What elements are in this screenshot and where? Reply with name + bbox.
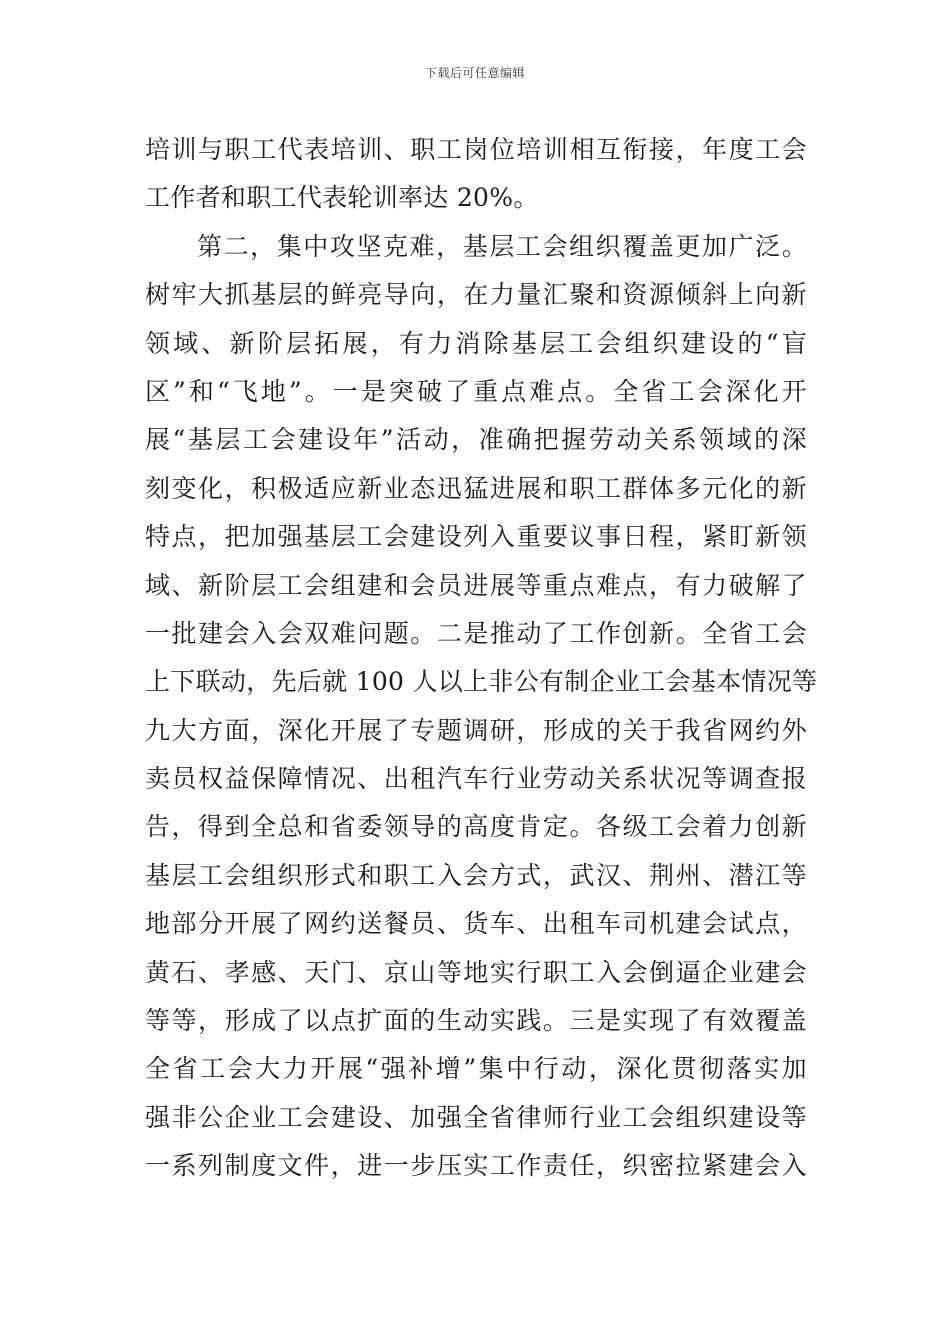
body-text [145, 126, 818, 1191]
paragraph-first-line: 第二，集中攻坚克难，基层工会组织覆盖更加广泛。 [197, 231, 807, 261]
text-line: 领域、新阶层拓展，有力消除基层工会组织建设的“盲 [145, 328, 807, 358]
text-line: 全省工会大力开展“强补增”集中行动，深化贯彻落实加 [145, 1054, 807, 1084]
text-line: 展“基层工会建设年”活动，准确把握劳动关系领域的深 [145, 425, 807, 455]
text-line: 强非公企业工会建设、加强全省律师行业工会组织建设等 [145, 1102, 807, 1132]
text-line: 特点，把加强基层工会建设列入重要议事日程，紧盯新领 [145, 522, 807, 552]
text-line: 一批建会入会双难问题。二是推动了工作创新。全省工会 [145, 618, 807, 648]
text-line: 九大方面，深化开展了专题调研，形成的关于我省网约外 [145, 715, 807, 745]
text-line: 地部分开展了网约送餐员、货车、出租车司机建会试点， [145, 909, 807, 939]
text-line: 树牢大抓基层的鲜亮导向，在力量汇聚和资源倾斜上向新 [145, 280, 807, 310]
text-line: 工作者和职工代表轮训率达 20%。 [145, 183, 539, 213]
text-line: 刻变化，积极适应新业态迅猛进展和职工群体多元化的新 [145, 473, 807, 503]
text-line: 等等，形成了以点扩面的生动实践。三是实现了有效覆盖 [145, 1006, 807, 1036]
text-line: 上下联动，先后就 100 人以上非公有制企业工会基本情况等 [145, 667, 818, 697]
text-line: 域、新阶层工会组建和会员进展等重点难点，有力破解了 [145, 570, 807, 600]
text-line: 一系列制度文件，进一步压实工作责任，织密拉紧建会入 [145, 1151, 807, 1181]
text-line: 区”和“飞地”。一是突破了重点难点。全省工会深化开 [145, 376, 807, 406]
text-line: 黄石、孝感、天门、京山等地实行职工入会倒逼企业建会 [145, 957, 807, 987]
text-line: 告，得到全总和省委领导的高度肯定。各级工会着力创新 [145, 812, 807, 842]
text-line: 培训与职工代表培训、职工岗位培训相互衔接，年度工会 [145, 135, 807, 164]
text-line: 基层工会组织形式和职工入会方式，武汉、荆州、潜江等 [145, 860, 807, 890]
header-note: 下载后可任意编辑 [424, 66, 525, 80]
text-line: 卖员权益保障情况、出租汽车行业劳动关系状况等调查报 [145, 764, 807, 794]
